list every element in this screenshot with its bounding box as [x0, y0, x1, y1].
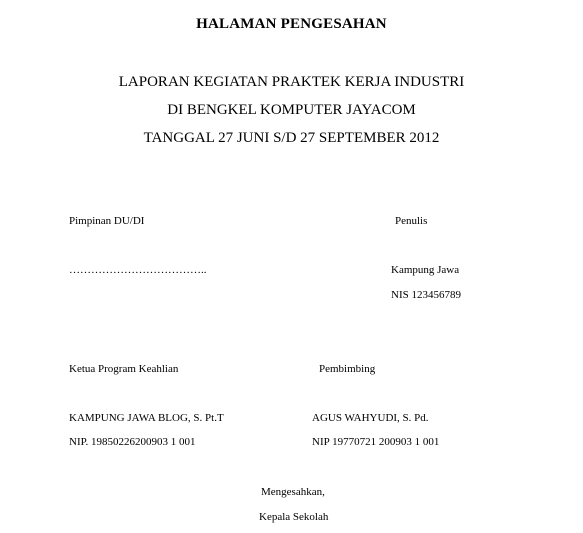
- penulis-id: NIS 123456789: [391, 289, 461, 301]
- pembimbing-name: AGUS WAHYUDI, S. Pd.: [312, 412, 429, 424]
- pimpinan-role-label: Pimpinan DU/DI: [69, 215, 145, 227]
- penulis-role-label: Penulis: [395, 215, 428, 227]
- penulis-name: Kampung Jawa: [391, 264, 460, 276]
- report-title-line-3: TANGGAL 27 JUNI S/D 27 SEPTEMBER 2012: [143, 130, 440, 146]
- ketua-program-id: NIP. 19850226200903 1 001: [69, 436, 196, 448]
- ketua-program-role-label: Ketua Program Keahlian: [69, 363, 179, 375]
- ketua-program-name: KAMPUNG JAWA BLOG, S. Pt.T: [69, 412, 224, 424]
- kepala-sekolah-role-label: Kepala Sekolah: [259, 511, 329, 523]
- pembimbing-role-label: Pembimbing: [319, 363, 376, 375]
- report-title-line-1: LAPORAN KEGIATAN PRAKTEK KERJA INDUSTRI: [118, 74, 465, 90]
- page-heading: HALAMAN PENGESAHAN: [196, 16, 387, 32]
- pimpinan-signature-placeholder: ………………………………..: [69, 264, 207, 276]
- approval-label: Mengesahkan,: [261, 486, 325, 498]
- report-title-line-2: DI BENGKEL KOMPUTER JAYACOM: [167, 102, 416, 118]
- pembimbing-id: NIP 19770721 200903 1 001: [312, 436, 440, 448]
